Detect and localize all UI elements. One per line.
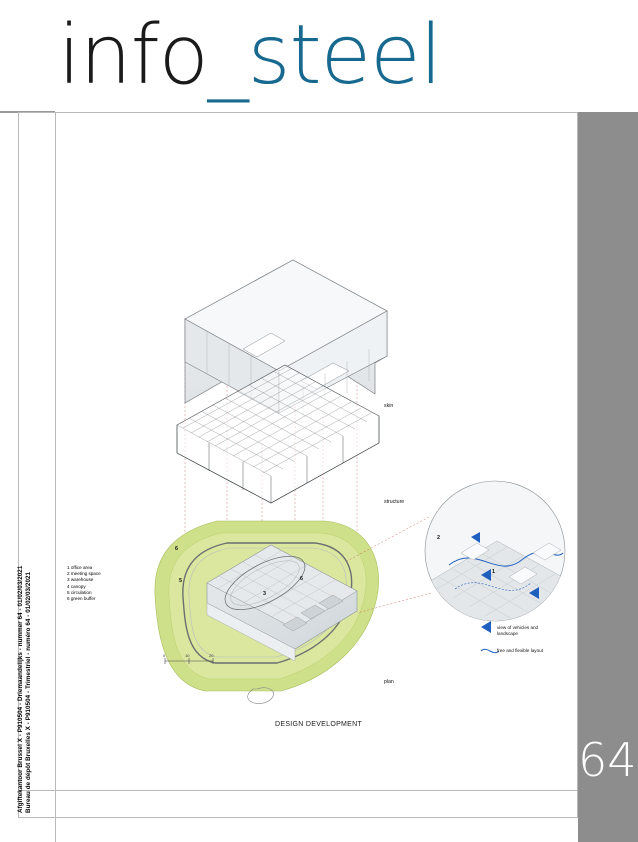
key-line-1a: view of vehicles and — [497, 625, 539, 630]
legend-item: 4 canopy — [67, 583, 86, 589]
detail-callout — [347, 481, 577, 659]
legend-item: 3 warehouse — [67, 577, 94, 583]
legend-item: 1 office area — [67, 565, 93, 570]
callout-number: 5 — [179, 578, 182, 584]
spine-imprint — [17, 483, 33, 813]
logo-word-steel: steel — [247, 8, 442, 103]
bottom-rule — [18, 790, 578, 791]
label-plan: plan — [384, 679, 394, 685]
magazine-logo — [58, 8, 441, 104]
masthead — [0, 0, 638, 113]
axonometric-diagram — [57, 113, 577, 789]
logo-word-info: info — [58, 8, 208, 103]
figure-legend — [67, 565, 101, 602]
callout-number: 6 — [175, 546, 178, 552]
key-label-views — [497, 625, 538, 637]
legend-item: 6 green buffer — [67, 596, 96, 602]
legend-item: 5 circulation — [67, 589, 92, 595]
cover-illustration — [57, 113, 577, 789]
scale-tick-1: 10 — [185, 653, 190, 658]
column-divider — [55, 112, 56, 842]
label-skin: skin — [384, 403, 394, 409]
scale-tick-0: 0 — [163, 653, 166, 658]
callout-number: 3 — [263, 591, 266, 597]
callout-number: 6 — [300, 576, 303, 582]
callout-number: 2 — [437, 535, 440, 541]
scale-tick-2: 20 — [209, 653, 214, 658]
label-structure: structure — [384, 499, 405, 505]
spine-line-fr: Bureau de dépôt Bruxelles X - P910504 - Trimestriel - numéro 64 - 01/02/03/2021 — [25, 571, 32, 813]
key-label-layout: free and flexible layout — [497, 648, 543, 653]
issue-number: 64 — [578, 733, 637, 787]
legend-item: 2 meeting space — [67, 571, 101, 577]
spine-line-nl: Afgiftekantoor Brussel X - P910504 - Driemaandelijks - nummer 64 - 01/02/03/2021 — [17, 565, 24, 813]
figure-caption: DESIGN DEVELOPMENT — [275, 721, 363, 728]
key-line-1b: landscape — [497, 631, 518, 636]
callout-number: 1 — [492, 569, 495, 575]
site-plan — [155, 521, 379, 704]
logo-underscore: _ — [207, 8, 248, 103]
